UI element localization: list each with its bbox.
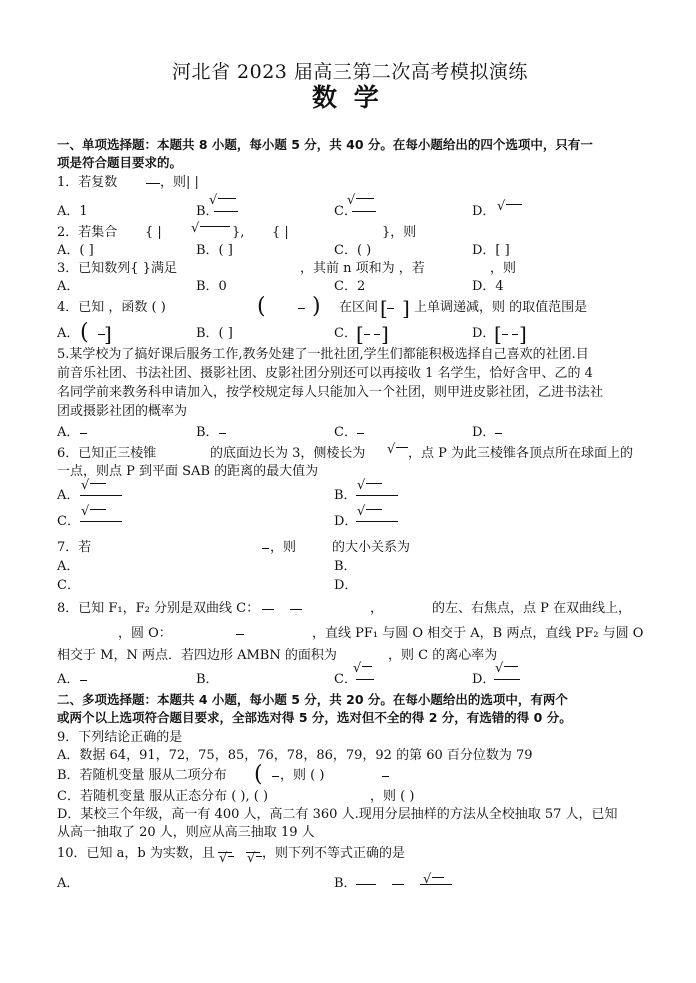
q7-option-b: B．	[334, 559, 357, 574]
q9-option-b-tail: ，则 ( )	[280, 768, 325, 783]
bracket-right: ]	[381, 322, 389, 346]
fraction-bar	[262, 609, 274, 610]
q8-option-a: A．	[57, 672, 80, 687]
set-brace: },	[232, 225, 245, 240]
q8-line-2a: ，圆 O：	[118, 626, 172, 641]
q8-line-1a: 8．已知 F₁，F₂ 分别是双曲线 C：	[57, 601, 260, 616]
fraction-bar	[512, 334, 518, 335]
paren-left: (	[257, 294, 266, 319]
q1-stem: 1．若复数	[57, 175, 118, 190]
q7-tail: 的大小关系为	[332, 540, 411, 555]
fraction-bar	[80, 433, 87, 434]
q1-tail: ，则| |	[160, 175, 199, 190]
fraction-bar	[356, 884, 376, 885]
q5-option-d: D．	[472, 425, 496, 440]
bracket-right: ]	[402, 296, 410, 320]
fraction-bar	[356, 495, 398, 496]
q9-option-c-tail: ，则 ( )	[370, 789, 415, 804]
subject-title: 数 学	[312, 83, 383, 112]
radical-sign	[504, 666, 518, 679]
set-brace: { |	[145, 225, 162, 240]
q9-stem: 9．下列结论正确的是	[57, 730, 183, 745]
radical-sign	[506, 204, 522, 217]
q5-option-b: B．	[196, 425, 219, 440]
section2-heading-cont: 或两个以上选项符合题目要求，全部选对得 5 分，选对但不全的得 2 分，有选错的得 0 分。	[57, 710, 572, 725]
fraction-bar	[356, 521, 398, 522]
q4-option-a: A．	[57, 326, 80, 341]
section2-heading: 二、多项选择题：本题共 4 小题，每小题 5 分，共 20 分。在每小题给出的选项中，有两个	[57, 692, 568, 707]
fraction-bar	[502, 334, 508, 335]
section1-heading-cont: 项是符合题目要求的。	[57, 155, 183, 170]
radical-sign	[356, 198, 374, 211]
fraction-bar	[146, 183, 160, 184]
q9-option-d-cont: 从高一抽取了 20 人，则应从高三抽取 19 人	[57, 825, 315, 840]
q7-stem: 7．若	[57, 540, 92, 555]
q5-line-4: 团或摄影社团的概率为	[57, 404, 188, 419]
fraction-bar	[494, 679, 520, 680]
q10-stem: 10．已知 a，b 为实数，且	[57, 846, 215, 861]
q2-option-b: B．( ]	[196, 243, 233, 258]
q2-stem: 2．若集合	[57, 225, 118, 240]
q6-line-1a: 6．已知正三棱锥	[57, 446, 157, 461]
fraction-bar	[392, 884, 404, 885]
q10-option-a: A．	[57, 876, 80, 891]
fraction-bar	[298, 308, 305, 309]
q2-option-a: A．( ]	[57, 243, 94, 258]
fraction-bar	[420, 884, 452, 885]
q4-option-b: B．( ]	[196, 326, 233, 341]
q8-option-c: C．	[334, 672, 357, 687]
q10-option-b: B．	[334, 876, 357, 891]
bracket-right: ]	[104, 322, 112, 346]
q6-option-d: D．	[334, 514, 358, 529]
radical-sign	[218, 198, 236, 211]
q9-option-c: C．若随机变量 服从正态分布 ( ), ( )	[57, 789, 269, 804]
fraction-bar	[356, 679, 374, 680]
q6-option-a: A．	[57, 488, 80, 503]
q6-option-c: C．	[57, 514, 80, 529]
q2-option-c: C．( )	[334, 243, 372, 258]
fraction-bar	[80, 680, 87, 681]
q4-tail: 上单调递减，则 的取值范围是	[414, 300, 588, 315]
q4-mid: 在区间	[339, 300, 379, 315]
q7-option-c: C．	[57, 578, 80, 593]
exam-title: 河北省 2023 届高三第二次高考模拟演练	[172, 61, 528, 83]
q7-mid: ，则	[270, 540, 297, 555]
q3-option-d: D．4	[472, 279, 504, 294]
q2-option-d: D．[ ]	[472, 243, 510, 258]
paren-right: )	[312, 294, 321, 319]
q7-option-d: D．	[334, 578, 358, 593]
q1-option-a: A．1	[57, 204, 88, 219]
q4-option-d: D．	[472, 326, 496, 341]
radical-sign	[200, 226, 230, 239]
q3-mid: ，其前 n 项和为 ，若	[300, 261, 425, 276]
q3-tail: ，则	[490, 261, 517, 276]
section1-heading: 一、单项选择题：本题共 8 小题，每小题 5 分，共 40 分。在每小题给出的四个选项中，只有一	[57, 137, 593, 152]
fraction-bar	[374, 334, 380, 335]
q3-stem: 3．已知数列{ }满足	[57, 261, 177, 276]
q8-option-b: B．	[196, 672, 219, 687]
fraction-bar	[219, 433, 226, 434]
fraction-bar	[236, 634, 244, 635]
q9-option-a: A．数据 64，91，72，75，85，76，78，86，79，92 的第 60 百分位数为 79	[57, 748, 533, 763]
q8-line-3a: 相交于 M，N 两点．若四边形 AMBN 的面积为	[57, 648, 337, 663]
q8-line-1c: 的左、右焦点，点 P 在双曲线上，	[432, 601, 632, 616]
radical-sign	[396, 447, 408, 460]
q5-line-1: 5.某学校为了搞好课后服务工作,教务处建了一批社团,学生们都能积极选择自己喜欢的社团.目	[57, 347, 589, 362]
q5-line-3: 名同学前来教务科申请加入，按学校规定每人只能加入一个社团，则甲进皮影社团，乙进书法社	[57, 385, 604, 400]
q5-option-a: A．	[57, 425, 80, 440]
paren-left: (	[80, 320, 89, 345]
q5-line-2: 前音乐社团、书法社团、摄影社团、皮影社团分别还可以再接收 1 名学生，恰好含甲、乙的 4	[57, 366, 593, 381]
radical-sign	[362, 666, 372, 679]
q3-option-b: B．0	[196, 279, 227, 294]
radical-sign	[228, 856, 234, 869]
fraction-bar	[495, 433, 502, 434]
q8-option-d: D．	[472, 672, 496, 687]
q1-option-b: B．	[196, 204, 219, 219]
fraction-bar	[387, 308, 394, 309]
q5-option-c: C．	[334, 425, 357, 440]
fraction-bar	[80, 495, 122, 496]
fraction-bar	[262, 548, 269, 549]
q10-tail: ，则下列不等式正确的是	[262, 846, 406, 861]
set-brace: }，则	[382, 225, 417, 240]
fraction-bar	[80, 521, 122, 522]
bracket-left: [	[494, 322, 502, 346]
q9-option-d: D．某校三个年级，高一有 400 人，高二有 360 人.现用分层抽样的方法从全校抽取 57 人，已知	[57, 807, 618, 822]
q1-option-c: C．	[334, 204, 357, 219]
fraction-bar	[352, 211, 376, 212]
fraction-bar	[364, 334, 370, 335]
fraction-bar	[382, 776, 389, 777]
fraction-bar	[290, 609, 302, 610]
q3-option-c: C．2	[334, 279, 366, 294]
q4-option-c: C．	[334, 326, 357, 341]
bracket-left: [	[380, 296, 388, 320]
paren-left: (	[254, 762, 263, 787]
q8-line-3b: ，则 C 的离心率为	[388, 648, 498, 663]
fraction-bar	[214, 211, 238, 212]
q6-option-b: B．	[334, 488, 357, 503]
q6-line-1c: ，点 P 为此三棱锥各顶点所在球面上的	[408, 446, 634, 461]
fraction-bar	[357, 433, 364, 434]
q4-stem: 4．已知 ，函数 ( )	[57, 300, 166, 315]
q6-line-2: 一点，则点 P 到平面 SAB 的距离的最大值为	[57, 464, 319, 479]
bracket-left: [	[356, 322, 364, 346]
q6-line-1b: 的底面边长为 3，侧棱长为	[210, 446, 366, 461]
set-brace: { |	[272, 225, 289, 240]
q9-option-b: B．若随机变量 服从二项分布	[57, 768, 227, 783]
q8-line-1b: ，	[370, 601, 384, 616]
q8-line-2b: ，直线 PF₁ 与圆 O 相交于 A，B 两点，直线 PF₂ 与圆 O	[312, 626, 644, 641]
fraction-bar	[272, 776, 279, 777]
q7-option-a: A．	[57, 559, 80, 574]
bracket-right: ]	[519, 322, 527, 346]
q3-option-a: A．	[57, 279, 80, 294]
q1-option-d: D．	[472, 204, 496, 219]
